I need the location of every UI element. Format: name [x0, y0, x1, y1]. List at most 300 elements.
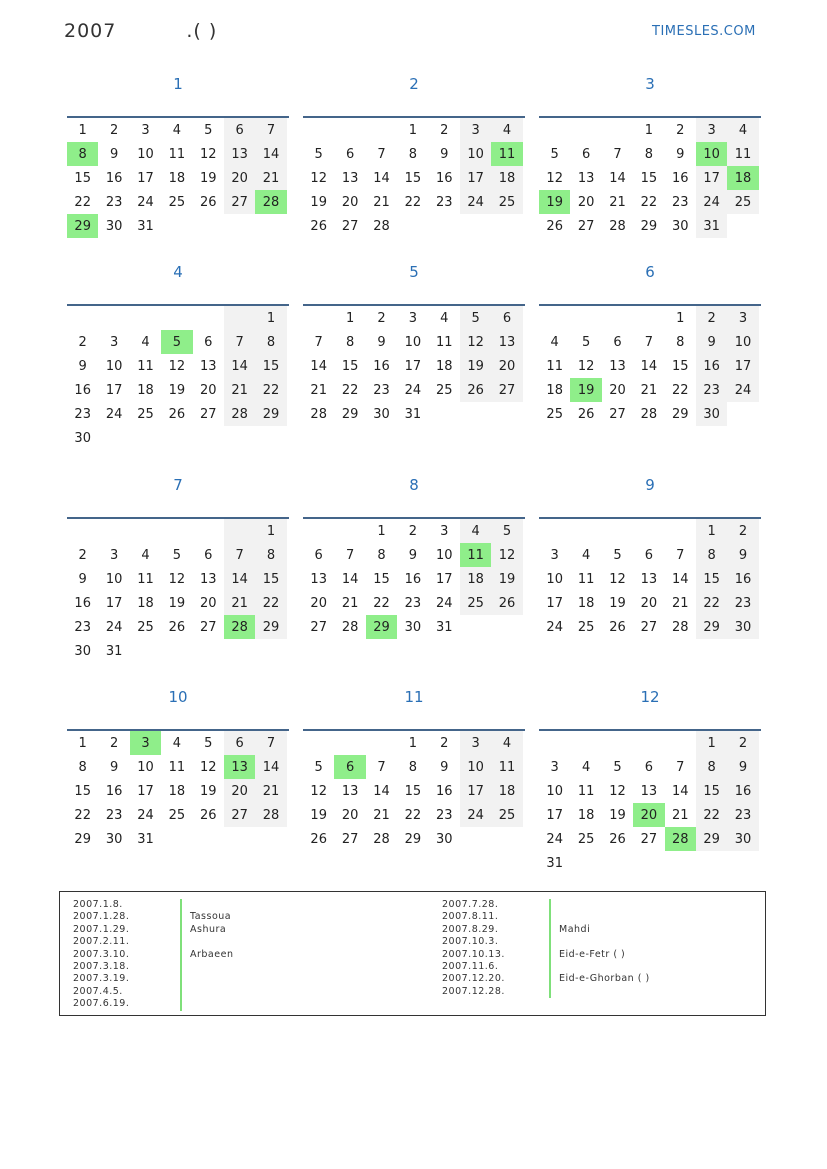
day-cell[interactable]: 27 — [341, 218, 359, 234]
day-cell[interactable]: 14 — [373, 783, 390, 799]
day-cell[interactable]: 1 — [696, 731, 727, 755]
day-cell[interactable]: 15 — [404, 170, 422, 186]
day-cell[interactable]: 9 — [727, 543, 758, 567]
day-cell[interactable]: 15 — [74, 170, 91, 186]
day-cell[interactable]: 8 — [644, 146, 653, 162]
day-cell[interactable]: 21 — [310, 382, 327, 398]
day-cell[interactable]: 24 — [105, 406, 123, 422]
day-cell[interactable]: 26 — [609, 619, 626, 635]
day-cell[interactable]: 12 — [199, 759, 217, 775]
day-cell[interactable]: 30 — [727, 827, 758, 851]
day-cell[interactable]: 18 — [491, 166, 522, 190]
day-cell[interactable]: 23 — [74, 406, 91, 422]
day-cell[interactable]: 22 — [255, 591, 286, 615]
day-cell[interactable]: 16 — [727, 779, 758, 803]
day-cell[interactable]: 14 — [255, 755, 286, 779]
day-cell[interactable]: 11 — [168, 759, 186, 775]
day-cell[interactable]: 15 — [671, 358, 689, 374]
day-cell[interactable]: 2 — [727, 731, 758, 755]
day-cell[interactable]: 27 — [577, 218, 595, 234]
day-cell[interactable]: 24 — [546, 619, 563, 635]
day-cell[interactable]: 19 — [491, 567, 522, 591]
day-cell[interactable]: 27 — [341, 831, 359, 847]
day-cell[interactable]: 31 — [137, 218, 154, 234]
day-cell[interactable]: 22 — [341, 382, 359, 398]
day-cell[interactable]: 20 — [341, 194, 359, 210]
day-cell[interactable]: 26 — [168, 406, 186, 422]
day-cell[interactable]: 26 — [577, 406, 595, 422]
day-cell[interactable]: 26 — [460, 378, 491, 402]
day-cell[interactable]: 27 — [199, 619, 217, 635]
day-cell[interactable]: 2 — [440, 735, 449, 751]
day-cell[interactable]: 8 — [345, 334, 355, 350]
day-cell[interactable]: 21 — [671, 595, 689, 611]
day-cell[interactable]: 10 — [137, 146, 154, 162]
day-cell[interactable]: 12 — [199, 146, 217, 162]
day-cell[interactable]: 26 — [168, 619, 186, 635]
day-cell[interactable]: 22 — [74, 194, 91, 210]
day-cell[interactable]: 28 — [341, 619, 359, 635]
day-cell[interactable]: 1 — [696, 519, 727, 543]
day-cell[interactable]: 5 — [581, 334, 591, 350]
day-cell[interactable]: 9 — [696, 330, 727, 354]
day-cell[interactable]: 24 — [404, 382, 422, 398]
day-cell[interactable]: 28 — [255, 803, 286, 827]
day-cell[interactable]: 19 — [609, 807, 626, 823]
day-cell[interactable]: 6 — [224, 118, 255, 142]
day-cell[interactable]: 11 — [491, 142, 522, 166]
day-cell[interactable]: 8 — [67, 142, 98, 166]
day-cell[interactable]: 25 — [168, 807, 186, 823]
day-cell[interactable]: 7 — [345, 547, 355, 563]
day-cell[interactable]: 24 — [546, 831, 563, 847]
day-cell[interactable]: 15 — [341, 358, 359, 374]
day-cell[interactable]: 6 — [644, 547, 653, 563]
day-cell[interactable]: 15 — [74, 783, 91, 799]
day-cell[interactable]: 18 — [577, 595, 595, 611]
day-cell[interactable]: 7 — [377, 146, 386, 162]
day-cell[interactable]: 9 — [109, 759, 119, 775]
day-cell[interactable]: 31 — [546, 855, 563, 871]
day-cell[interactable]: 15 — [255, 567, 286, 591]
day-cell[interactable]: 10 — [105, 571, 123, 587]
day-cell[interactable]: 9 — [78, 358, 87, 374]
day-cell[interactable]: 20 — [577, 194, 595, 210]
day-cell[interactable]: 27 — [609, 406, 626, 422]
day-cell[interactable]: 12 — [310, 170, 327, 186]
day-cell[interactable]: 6 — [644, 759, 653, 775]
day-cell[interactable]: 22 — [671, 382, 689, 398]
day-cell[interactable]: 30 — [435, 831, 453, 847]
day-cell[interactable]: 3 — [408, 310, 417, 326]
day-cell[interactable]: 14 — [640, 358, 658, 374]
day-cell[interactable]: 18 — [727, 166, 758, 190]
day-cell[interactable]: 26 — [310, 218, 327, 234]
day-cell[interactable]: 9 — [727, 755, 758, 779]
day-cell[interactable]: 31 — [105, 643, 123, 659]
day-cell[interactable]: 9 — [377, 334, 386, 350]
day-cell[interactable]: 25 — [137, 406, 154, 422]
day-cell[interactable]: 17 — [696, 166, 727, 190]
day-cell[interactable]: 16 — [373, 358, 390, 374]
day-cell[interactable]: 11 — [546, 358, 563, 374]
day-cell[interactable]: 5 — [204, 735, 213, 751]
day-cell[interactable]: 18 — [546, 382, 563, 398]
day-cell[interactable]: 4 — [440, 310, 449, 326]
day-cell[interactable]: 5 — [314, 146, 323, 162]
day-cell[interactable]: 13 — [640, 783, 658, 799]
day-cell[interactable]: 11 — [137, 358, 154, 374]
day-cell[interactable]: 29 — [671, 406, 689, 422]
day-cell[interactable]: 20 — [609, 382, 626, 398]
day-cell[interactable]: 4 — [172, 735, 181, 751]
day-cell[interactable]: 26 — [199, 194, 217, 210]
day-cell[interactable]: 2 — [109, 122, 119, 138]
day-cell[interactable]: 7 — [224, 330, 255, 354]
day-cell[interactable]: 28 — [671, 619, 689, 635]
day-cell[interactable]: 8 — [408, 146, 417, 162]
day-cell[interactable]: 26 — [546, 218, 563, 234]
day-cell[interactable]: 3 — [727, 306, 758, 330]
day-cell[interactable]: 15 — [696, 779, 727, 803]
day-cell[interactable]: 20 — [633, 803, 664, 827]
brand-logo[interactable]: TIMESLES.COM — [652, 24, 756, 39]
day-cell[interactable]: 19 — [168, 382, 186, 398]
day-cell[interactable]: 6 — [491, 306, 522, 330]
day-cell[interactable]: 26 — [310, 831, 327, 847]
day-cell[interactable]: 24 — [105, 619, 123, 635]
day-cell[interactable]: 12 — [546, 170, 563, 186]
day-cell[interactable]: 25 — [168, 194, 186, 210]
day-cell[interactable]: 4 — [141, 334, 150, 350]
day-cell[interactable]: 15 — [696, 567, 727, 591]
day-cell[interactable]: 2 — [377, 310, 386, 326]
day-cell[interactable]: 30 — [105, 218, 123, 234]
day-cell[interactable]: 16 — [727, 567, 758, 591]
day-cell[interactable]: 27 — [224, 803, 255, 827]
day-cell[interactable]: 12 — [609, 571, 626, 587]
day-cell[interactable]: 23 — [435, 194, 453, 210]
day-cell[interactable]: 3 — [550, 547, 559, 563]
day-cell[interactable]: 11 — [491, 755, 522, 779]
day-cell[interactable]: 20 — [341, 807, 359, 823]
day-cell[interactable]: 28 — [609, 218, 626, 234]
day-cell[interactable]: 18 — [577, 807, 595, 823]
day-cell[interactable]: 6 — [581, 146, 591, 162]
day-cell[interactable]: 13 — [199, 358, 217, 374]
day-cell[interactable]: 15 — [404, 783, 422, 799]
day-cell[interactable]: 14 — [373, 170, 390, 186]
day-cell[interactable]: 19 — [539, 190, 570, 214]
day-cell[interactable]: 13 — [609, 358, 626, 374]
day-cell[interactable]: 12 — [168, 571, 186, 587]
day-cell[interactable]: 28 — [665, 827, 696, 851]
day-cell[interactable]: 29 — [696, 615, 727, 639]
day-cell[interactable]: 24 — [137, 194, 154, 210]
day-cell[interactable]: 22 — [74, 807, 91, 823]
day-cell[interactable]: 30 — [373, 406, 390, 422]
day-cell[interactable]: 7 — [377, 759, 386, 775]
day-cell[interactable]: 1 — [255, 306, 286, 330]
day-cell[interactable]: 2 — [440, 122, 449, 138]
day-cell[interactable]: 7 — [224, 543, 255, 567]
day-cell[interactable]: 24 — [696, 190, 727, 214]
day-cell[interactable]: 11 — [577, 783, 595, 799]
day-cell[interactable]: 9 — [78, 571, 87, 587]
day-cell[interactable]: 4 — [727, 118, 758, 142]
day-cell[interactable]: 24 — [460, 803, 491, 827]
day-cell[interactable]: 29 — [366, 615, 397, 639]
day-cell[interactable]: 18 — [435, 358, 453, 374]
day-cell[interactable]: 15 — [640, 170, 658, 186]
day-cell[interactable]: 12 — [310, 783, 327, 799]
day-cell[interactable]: 16 — [696, 354, 727, 378]
day-cell[interactable]: 30 — [404, 619, 422, 635]
day-cell[interactable]: 16 — [671, 170, 689, 186]
day-cell[interactable]: 25 — [460, 591, 491, 615]
day-cell[interactable]: 13 — [341, 783, 359, 799]
day-cell[interactable]: 3 — [460, 118, 491, 142]
day-cell[interactable]: 7 — [613, 146, 622, 162]
day-cell[interactable]: 31 — [137, 831, 154, 847]
day-cell[interactable]: 11 — [435, 334, 453, 350]
day-cell[interactable]: 19 — [199, 783, 217, 799]
day-cell[interactable]: 22 — [404, 194, 422, 210]
day-cell[interactable]: 5 — [550, 146, 559, 162]
day-cell[interactable]: 17 — [727, 354, 758, 378]
day-cell[interactable]: 26 — [491, 591, 522, 615]
day-cell[interactable]: 7 — [255, 731, 286, 755]
day-cell[interactable]: 12 — [577, 358, 595, 374]
day-cell[interactable]: 12 — [460, 330, 491, 354]
day-cell[interactable]: 3 — [696, 118, 727, 142]
day-cell[interactable]: 10 — [404, 334, 422, 350]
day-cell[interactable]: 21 — [373, 194, 390, 210]
day-cell[interactable]: 20 — [640, 595, 658, 611]
day-cell[interactable]: 20 — [199, 382, 217, 398]
day-cell[interactable]: 13 — [341, 170, 359, 186]
day-cell[interactable]: 2 — [696, 306, 727, 330]
day-cell[interactable]: 17 — [105, 382, 123, 398]
day-cell[interactable]: 19 — [310, 807, 327, 823]
day-cell[interactable]: 16 — [74, 382, 91, 398]
day-cell[interactable]: 12 — [491, 543, 522, 567]
day-cell[interactable]: 7 — [676, 547, 685, 563]
day-cell[interactable]: 20 — [310, 595, 327, 611]
day-cell[interactable]: 4 — [460, 519, 491, 543]
day-cell[interactable]: 30 — [696, 402, 727, 426]
day-cell[interactable]: 3 — [141, 122, 150, 138]
day-cell[interactable]: 27 — [491, 378, 522, 402]
day-cell[interactable]: 14 — [671, 783, 689, 799]
day-cell[interactable]: 3 — [440, 523, 449, 539]
day-cell[interactable]: 23 — [727, 803, 758, 827]
day-cell[interactable]: 25 — [727, 190, 758, 214]
day-cell[interactable]: 14 — [255, 142, 286, 166]
day-cell[interactable]: 14 — [310, 358, 327, 374]
day-cell[interactable]: 18 — [460, 567, 491, 591]
day-cell[interactable]: 13 — [640, 571, 658, 587]
day-cell[interactable]: 29 — [255, 402, 286, 426]
day-cell[interactable]: 12 — [609, 783, 626, 799]
day-cell[interactable]: 10 — [435, 547, 453, 563]
day-cell[interactable]: 8 — [676, 334, 685, 350]
day-cell[interactable]: 27 — [640, 619, 658, 635]
day-cell[interactable]: 8 — [696, 755, 727, 779]
day-cell[interactable]: 7 — [255, 118, 286, 142]
day-cell[interactable]: 25 — [435, 382, 453, 398]
day-cell[interactable]: 1 — [345, 310, 355, 326]
day-cell[interactable]: 24 — [460, 190, 491, 214]
day-cell[interactable]: 25 — [546, 406, 563, 422]
day-cell[interactable]: 13 — [577, 170, 595, 186]
day-cell[interactable]: 25 — [577, 831, 595, 847]
day-cell[interactable]: 6 — [204, 547, 213, 563]
day-cell[interactable]: 18 — [137, 595, 154, 611]
day-cell[interactable]: 6 — [224, 731, 255, 755]
day-cell[interactable]: 3 — [109, 547, 119, 563]
day-cell[interactable]: 20 — [491, 354, 522, 378]
day-cell[interactable]: 6 — [204, 334, 213, 350]
day-cell[interactable]: 7 — [314, 334, 323, 350]
day-cell[interactable]: 23 — [671, 194, 689, 210]
day-cell[interactable]: 22 — [404, 807, 422, 823]
day-cell[interactable]: 8 — [377, 547, 386, 563]
day-cell[interactable]: 16 — [435, 783, 453, 799]
day-cell[interactable]: 2 — [78, 547, 87, 563]
day-cell[interactable]: 3 — [460, 731, 491, 755]
day-cell[interactable]: 23 — [727, 591, 758, 615]
day-cell[interactable]: 7 — [644, 334, 653, 350]
day-cell[interactable]: 21 — [255, 779, 286, 803]
day-cell[interactable]: 18 — [491, 779, 522, 803]
day-cell[interactable]: 19 — [609, 595, 626, 611]
day-cell[interactable]: 11 — [727, 142, 758, 166]
day-cell[interactable]: 8 — [255, 543, 286, 567]
day-cell[interactable]: 21 — [373, 807, 390, 823]
day-cell[interactable]: 3 — [550, 759, 559, 775]
day-cell[interactable]: 23 — [435, 807, 453, 823]
day-cell[interactable]: 23 — [105, 807, 123, 823]
day-cell[interactable]: 25 — [491, 190, 522, 214]
day-cell[interactable]: 23 — [696, 378, 727, 402]
day-cell[interactable]: 17 — [137, 783, 154, 799]
day-cell[interactable]: 23 — [74, 619, 91, 635]
day-cell[interactable]: 3 — [109, 334, 119, 350]
day-cell[interactable]: 17 — [460, 779, 491, 803]
day-cell[interactable]: 30 — [671, 218, 689, 234]
day-cell[interactable]: 9 — [440, 146, 449, 162]
day-cell[interactable]: 9 — [408, 547, 417, 563]
day-cell[interactable]: 8 — [255, 330, 286, 354]
day-cell[interactable]: 10 — [137, 759, 154, 775]
day-cell[interactable]: 4 — [550, 334, 559, 350]
day-cell[interactable]: 21 — [609, 194, 626, 210]
day-cell[interactable]: 9 — [440, 759, 449, 775]
day-cell[interactable]: 27 — [310, 619, 327, 635]
day-cell[interactable]: 19 — [460, 354, 491, 378]
day-cell[interactable]: 5 — [460, 306, 491, 330]
day-cell[interactable]: 30 — [74, 430, 91, 446]
day-cell[interactable]: 20 — [199, 595, 217, 611]
day-cell[interactable]: 23 — [105, 194, 123, 210]
day-cell[interactable]: 22 — [696, 591, 727, 615]
day-cell[interactable]: 23 — [404, 595, 422, 611]
day-cell[interactable]: 10 — [546, 783, 563, 799]
day-cell[interactable]: 12 — [168, 358, 186, 374]
day-cell[interactable]: 30 — [74, 643, 91, 659]
day-cell[interactable]: 31 — [404, 406, 422, 422]
day-cell[interactable]: 18 — [137, 382, 154, 398]
day-cell[interactable]: 28 — [224, 615, 255, 639]
day-cell[interactable]: 22 — [640, 194, 658, 210]
day-cell[interactable]: 4 — [581, 759, 591, 775]
day-cell[interactable]: 29 — [404, 831, 422, 847]
day-cell[interactable]: 28 — [224, 402, 255, 426]
day-cell[interactable]: 11 — [168, 146, 186, 162]
day-cell[interactable]: 4 — [172, 122, 181, 138]
day-cell[interactable]: 5 — [613, 547, 622, 563]
day-cell[interactable]: 4 — [141, 547, 150, 563]
day-cell[interactable]: 1 — [408, 735, 417, 751]
day-cell[interactable]: 1 — [408, 122, 417, 138]
day-cell[interactable]: 5 — [314, 759, 323, 775]
day-cell[interactable]: 17 — [137, 170, 154, 186]
day-cell[interactable]: 19 — [570, 378, 601, 402]
day-cell[interactable]: 18 — [168, 783, 186, 799]
day-cell[interactable]: 10 — [546, 571, 563, 587]
day-cell[interactable]: 24 — [435, 595, 453, 611]
day-cell[interactable]: 28 — [640, 406, 658, 422]
day-cell[interactable]: 10 — [696, 142, 727, 166]
day-cell[interactable]: 27 — [199, 406, 217, 422]
day-cell[interactable]: 6 — [334, 755, 365, 779]
day-cell[interactable]: 4 — [491, 731, 522, 755]
day-cell[interactable]: 26 — [609, 831, 626, 847]
day-cell[interactable]: 29 — [255, 615, 286, 639]
day-cell[interactable]: 1 — [255, 519, 286, 543]
day-cell[interactable]: 29 — [341, 406, 359, 422]
day-cell[interactable]: 8 — [408, 759, 417, 775]
day-cell[interactable]: 19 — [168, 595, 186, 611]
day-cell[interactable]: 30 — [105, 831, 123, 847]
day-cell[interactable]: 16 — [74, 595, 91, 611]
day-cell[interactable]: 9 — [676, 146, 685, 162]
day-cell[interactable]: 17 — [105, 595, 123, 611]
day-cell[interactable]: 24 — [137, 807, 154, 823]
day-cell[interactable]: 16 — [105, 170, 123, 186]
day-cell[interactable]: 21 — [224, 378, 255, 402]
day-cell[interactable]: 10 — [105, 358, 123, 374]
day-cell[interactable]: 29 — [696, 827, 727, 851]
day-cell[interactable]: 6 — [345, 146, 355, 162]
day-cell[interactable]: 16 — [435, 170, 453, 186]
day-cell[interactable]: 5 — [613, 759, 622, 775]
day-cell[interactable]: 6 — [314, 547, 323, 563]
day-cell[interactable]: 28 — [255, 190, 286, 214]
day-cell[interactable]: 29 — [67, 214, 98, 238]
day-cell[interactable]: 22 — [373, 595, 390, 611]
day-cell[interactable]: 29 — [640, 218, 658, 234]
day-cell[interactable]: 1 — [676, 310, 685, 326]
day-cell[interactable]: 31 — [435, 619, 453, 635]
day-cell[interactable]: 21 — [341, 595, 359, 611]
day-cell[interactable]: 13 — [199, 571, 217, 587]
day-cell[interactable]: 5 — [491, 519, 522, 543]
day-cell[interactable]: 2 — [78, 334, 87, 350]
day-cell[interactable]: 11 — [460, 543, 491, 567]
day-cell[interactable]: 5 — [161, 330, 192, 354]
